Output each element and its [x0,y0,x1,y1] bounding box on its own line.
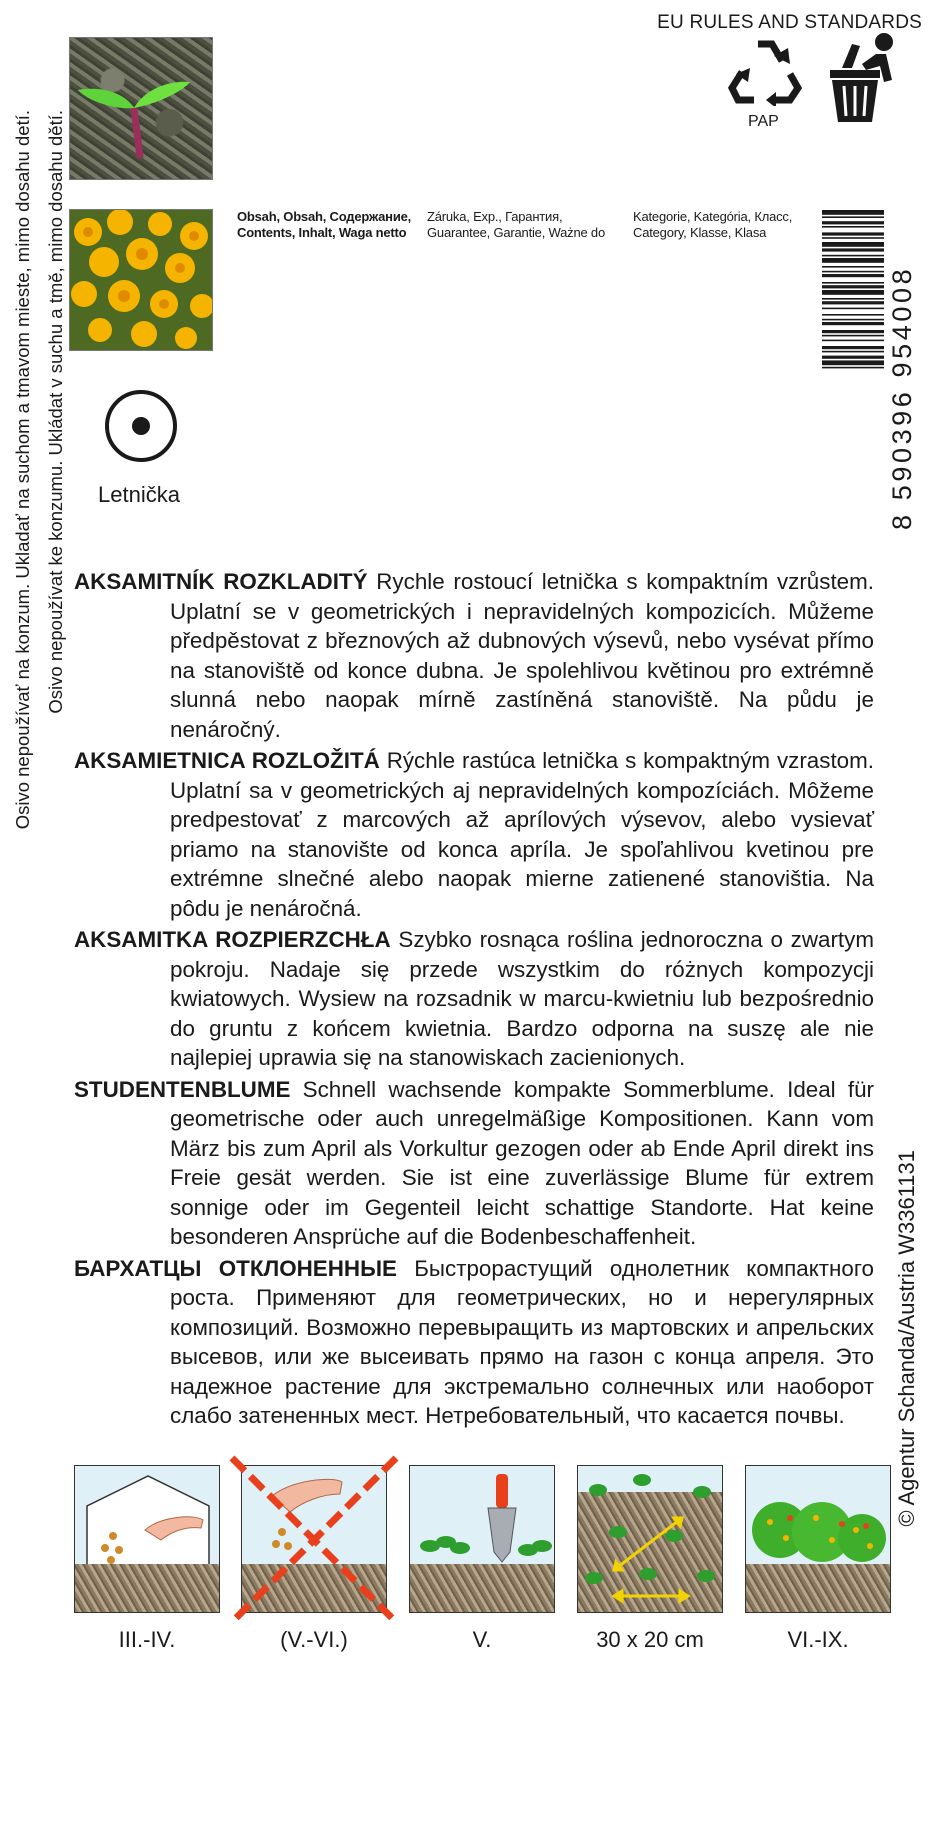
barcode-bar [822,308,884,310]
info-guarantee [427,209,605,241]
step-label-4: 30 x 20 cm [596,1627,704,1652]
description-title: AKSAMIETNICA ROZLOŽITÁ [74,748,380,773]
marigold-photo [69,209,213,351]
description-ru [74,1254,874,1431]
info-contents-line2: Contents, Inhalt, Waga netto [237,225,407,240]
barcode-bar [822,226,884,228]
description-title: STUDENTENBLUME [74,1076,291,1102]
barcode-bar [822,242,884,247]
cross-out-icon [224,1450,404,1630]
barcode-bar [822,216,884,218]
barcode-bar [822,360,884,365]
barcode-bar [822,266,884,268]
barcode-bar [822,237,884,239]
step-label-2: (V.-VI.) [280,1627,348,1652]
barcode-bar [822,298,884,300]
description-sk [74,746,874,923]
step-flowering [745,1465,891,1613]
left-warning-strip [6,110,78,1670]
info-guarantee-line1: Záruka, Exp., Гарантия, [427,209,563,224]
description-cz [74,567,874,744]
barcode-bar [822,314,884,316]
annual-plant-icon [104,389,178,463]
barcode-digits [882,210,922,530]
descriptions [74,567,874,1433]
barcode-bar [822,282,884,284]
seedling-photo [69,37,213,180]
step-label-5: VI.-IX. [787,1627,849,1652]
description-text: Schnell wachsende kompakte Sommerblume. Ideal für geometrische oder auch unregelmäßige Kompositionen. Kann vom März bis zum April als Vorkultur gezogen oder ab Ende April direkt ins Freie gesät werden. Sie ist eine zuverlässige Blume für extrem sonnige oder im Gegenteil leicht schattige Standorte. Hat keine besonderen Ansprüche auf die Bodenbeschaffenheit. [170,1076,874,1249]
step-label-1: III.-IV. [118,1627,176,1652]
step-transplant [409,1465,555,1613]
barcode-bar [822,210,884,215]
annual-label: Letnička [98,482,180,507]
eu-rules-title: EU RULES AND STANDARDS [657,12,922,33]
warning-line-cz: Osivo nepoužívat ke konzumu. Ukládat v suchu a tmě, mimo dosahu dětí. [45,110,66,714]
info-category [633,209,792,241]
step-label-3: V. [472,1627,492,1652]
barcode-bar [822,346,884,349]
barcode-bar [822,255,884,257]
info-guarantee-line2: Guarantee, Garantie, Ważne do [427,225,605,240]
info-category-line2: Category, Klasse, Klasa [633,225,767,240]
barcode-bar [822,301,884,304]
barcode-bar [822,356,884,359]
barcode-bar [822,319,884,321]
waste-bin-person-icon [822,30,904,126]
barcode-bar [822,285,884,288]
barcode-bar [822,258,884,263]
info-contents-line1: Obsah, Obsah, Содержание, [237,209,412,224]
description-title: AKSAMITNÍK ROZKLADITÝ [74,569,368,594]
info-contents [237,209,411,241]
barcode-bar [822,351,884,353]
description-title: AKSAMITKA ROZPIERZCHŁA [74,927,391,952]
barcode-bar [822,221,884,224]
barcode-bar [822,335,884,337]
barcode-bar [822,322,884,325]
description-pl [74,925,874,1073]
recycle-icon [728,34,804,106]
barcode-number: 8 590396 954008 [887,265,917,530]
barcode-bar [822,367,884,369]
barcode-bar [822,271,884,273]
description-text: Szybko rosnąca roślina jednoroczna o zwartym pokroju. Nadaje się przede wszystkim do różnych kompozycji kwiatowych. Wysiew na rozsadnik w marcu-kwietniu lub bezpośrednio do gruntu z końcem kwietnia. Bardzo odporna na suszę ale nie najlepiej uprawia się na stanowiskach zacienionych. [170,927,874,1070]
description-text: Rychle rostoucí letnička s kompaktním vzrůstem. Uplatní se v geometrických i nepravidelných kompozicích. Můžeme předpěstovat z březnových až dubnových výsevů, nebo vysévat přímo na stanoviště od konce dubna. Je spolehlivou květinou pro extrémně slunná nebo naopak mírně zastíněná stanoviště. Na půdu je nenáročný. [170,569,874,742]
barcode-bar [822,290,884,295]
barcode-bar [822,274,884,277]
step-sow-indoors [74,1465,220,1613]
pap-label: PAP [748,113,779,130]
info-category-line1: Kategorie, Kategória, Класс, [633,209,793,224]
barcode-bar [822,232,884,235]
description-title: БАРХАТЦЫ ОТКЛОНЕННЫЕ [74,1255,397,1281]
spacing-plants-icon [578,1466,723,1613]
description-de [74,1075,874,1252]
description-text: Быстрорастущий однолетник компактного роста. Применяют для геометрических, но и нерегулярных композиций. Возможно перевыращить из мартовских и апрельских высевов, или же высеивать прямо на газон с конца апреля. Это надежное растение для экстремально солнечных или наоборот слабо затененных мест. Нетребовательный, что касается почвы. [170,1255,874,1428]
copyright-text: © Agentur Schanda/Austria W3361131 [894,1150,919,1527]
description-text: Rýchle rastúca letnička s kompaktným vzrastom. Uplatní sa v geometrických aj nepravidelných kompozíciách. Môžeme predpestovať z marcových až aprílových výsevov, alebo vysievať priamo na stanovište od konca apríla. Je spoľahlivou kvetinou pre extrémne slnečné alebo naopak mierne zatienené stanovištia. Na pôdu je nenáročná. [170,748,874,921]
step-spacing [577,1465,723,1613]
barcode-bar [822,330,884,333]
warning-line-sk: Osivo nepoužívať na konzum. Ukladať na suchom a tmavom mieste, mimo dosahu detí. [12,110,33,830]
barcode-bar [822,248,884,251]
barcode-bar [822,340,884,342]
